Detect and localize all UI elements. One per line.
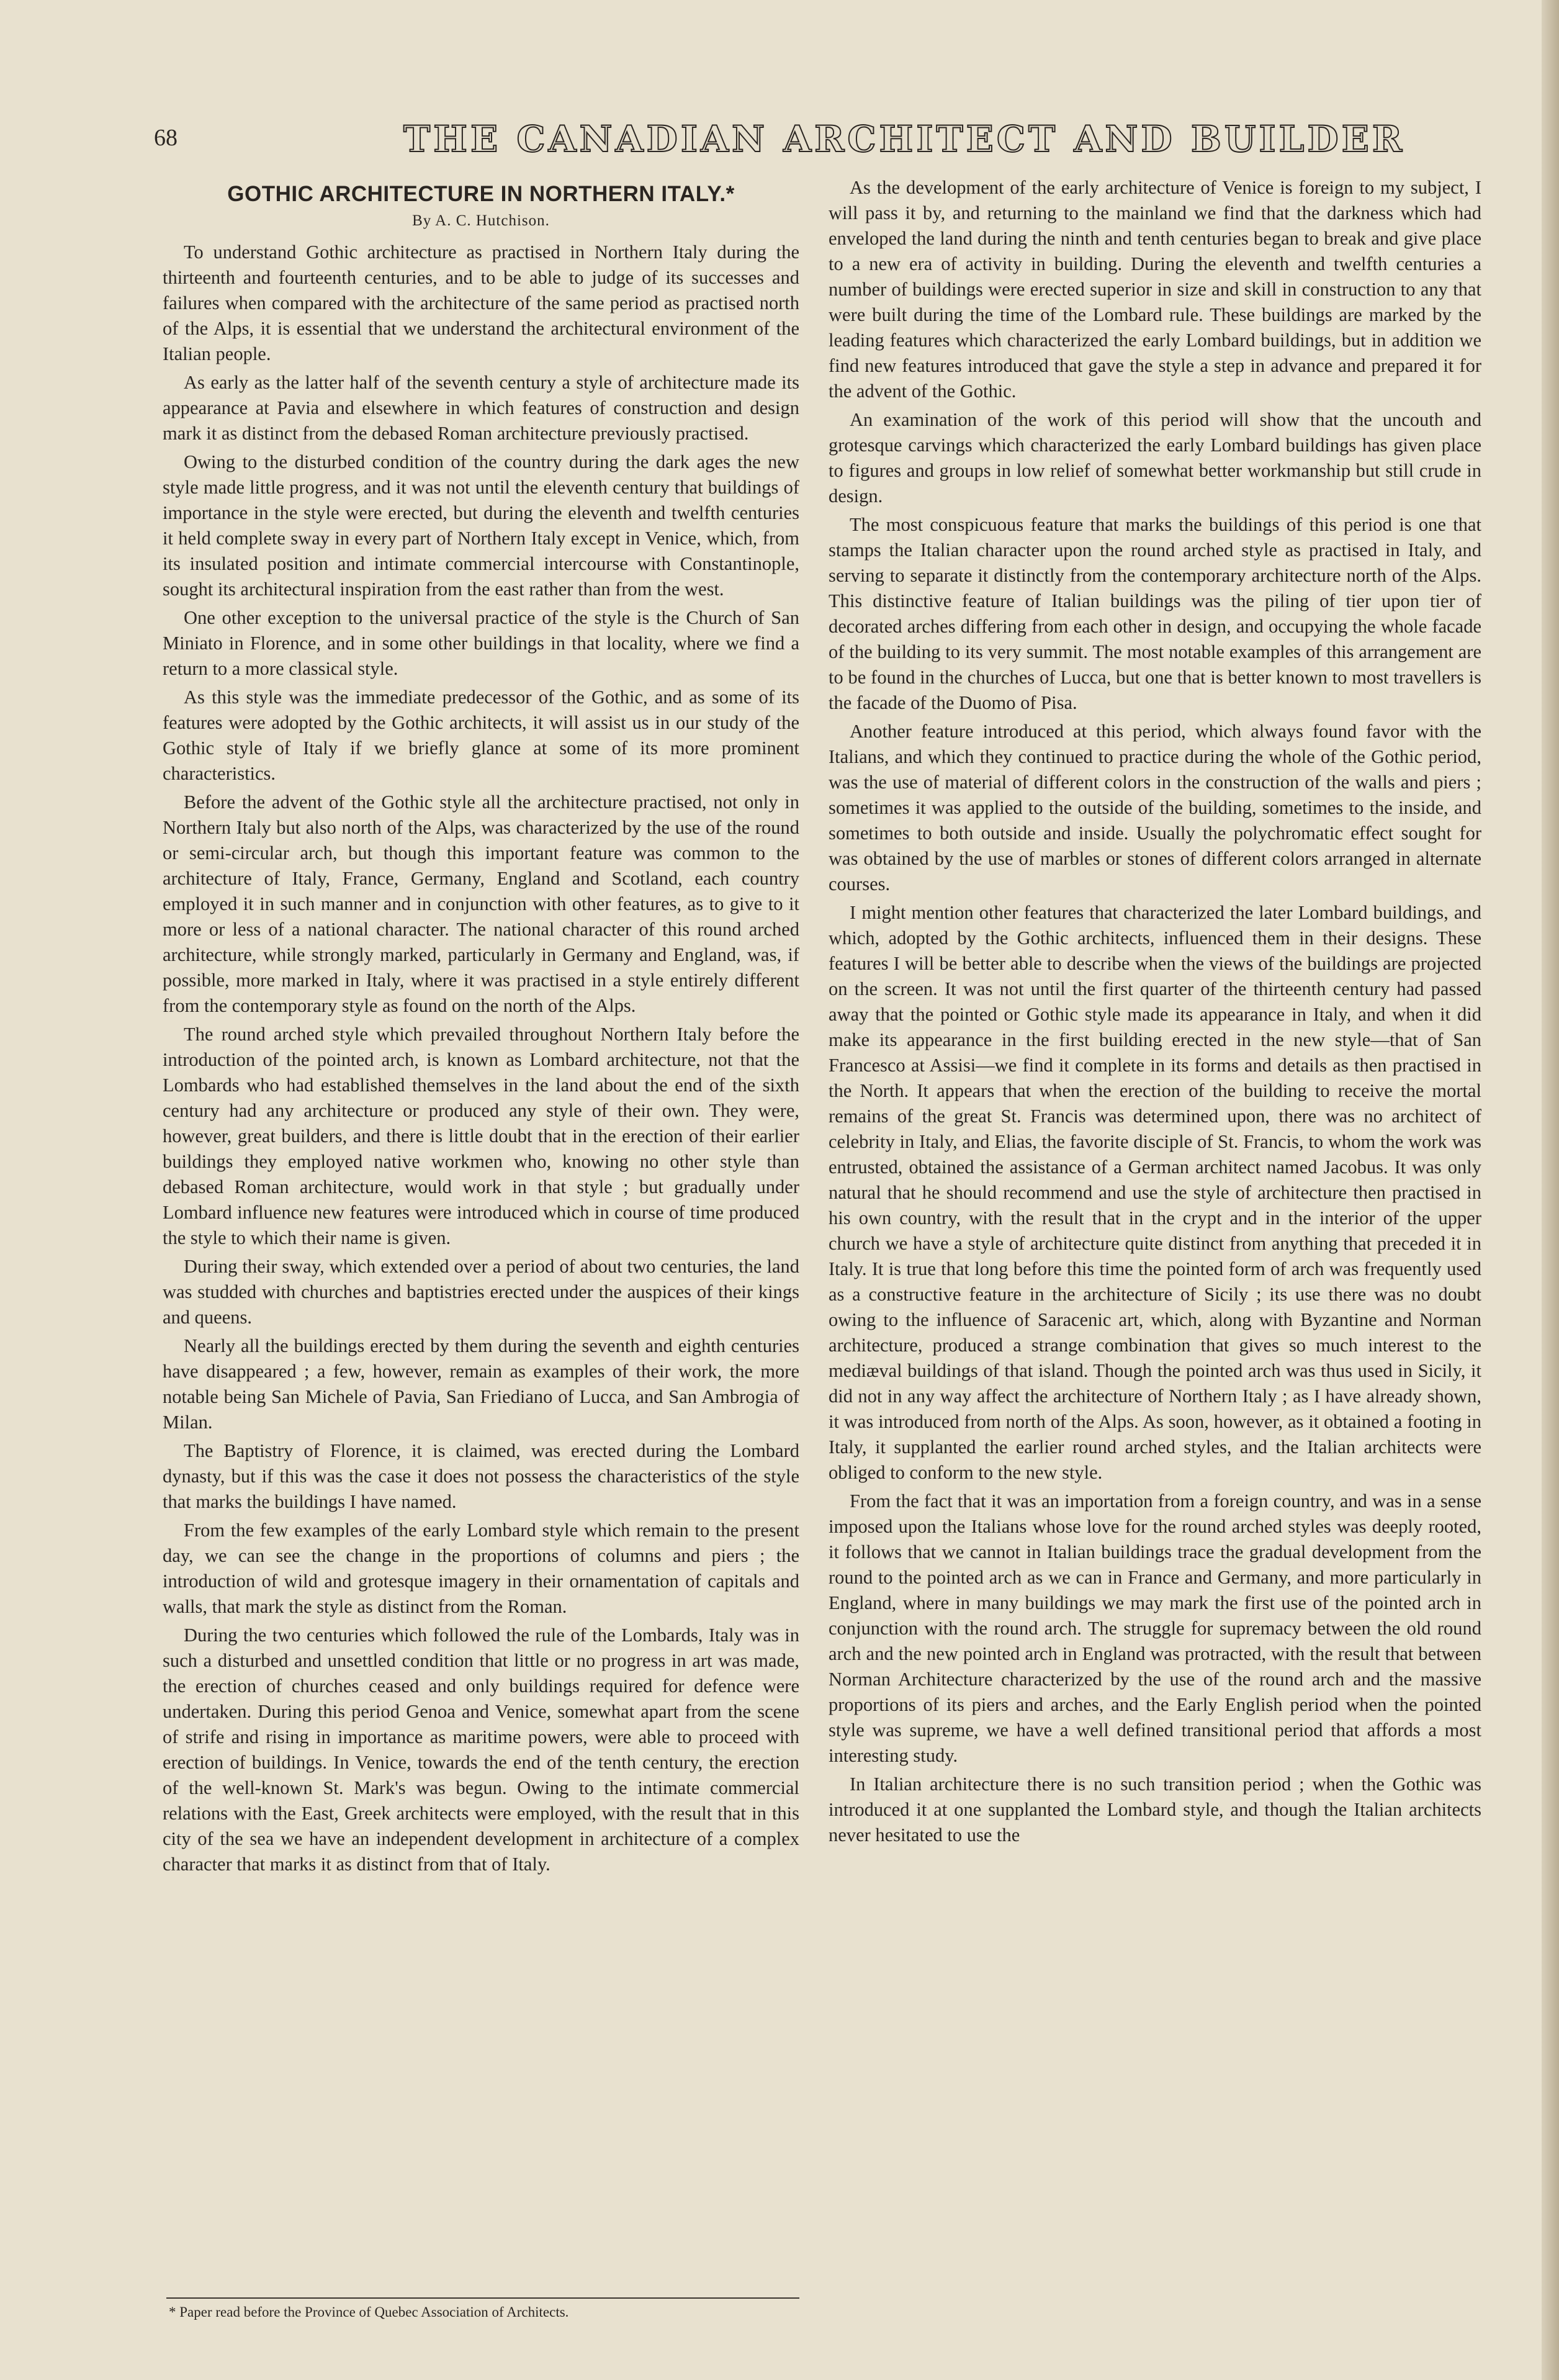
- paragraph: The most conspicuous feature that marks the buildings of this period is one that stamps the Italian character upon the round arched style as practised in Italy, and serving to separate it distinctly from the contemporary architecture north of the Alps. This distinctive feature of Italian buildings was the piling of tier upon tier of decorated arches differing from each other in design, and occupying the whole facade of the building to its very summit. The most notable examples of this arrangement are to be found in the churches of Lucca, but one that is better known to most travellers is the facade of the Duomo of Pisa.: [829, 514, 1481, 713]
- paragraph: From the fact that it was an importation from a foreign country, and was in a sense imposed upon the Italians whose love for the round arched styles was deeply rooted, it follows that we cannot in Italian buildings trace the gradual development from the round to the pointed arch as we can in France and Germany, and more particularly in England, where in many buildings we may mark the first use of the pointed arch in conjunction with the round arch. The struggle for supremacy between the old round arch and the new pointed arch in England was protracted, with the result that between Norman Architecture characterized by the use of the round arch and the massive proportions of its piers and arches, and the Early English period when the pointed style was supreme, we have a well defined transitional period that affords a most interesting study.: [829, 1490, 1481, 1766]
- paragraph: During their sway, which extended over a period of about two centuries, the land was studded with churches and baptistries erected under the auspices of their kings and queens.: [163, 1256, 799, 1328]
- paragraph: In Italian architecture there is no such transition period ; when the Gothic was introduced it at one supplanted the Lombard style, and though the Italian architects never hesitated to use the: [829, 1774, 1481, 1846]
- paragraph: As early as the latter half of the seventh century a style of architecture made its appearance at Pavia and elsewhere in which features of construction and design mark it as distinct from the debased Roman architecture previously practised.: [163, 372, 799, 444]
- article-title: GOTHIC ARCHITECTURE IN NORTHERN ITALY.*: [227, 182, 735, 206]
- paragraph: During the two centuries which followed the rule of the Lombards, Italy was in such a disturbed and unsettled condition that little or no progress in art was made, the erection of churches ceased and only buildings required for defence were undertaken. During this period Genoa and Venice, somewhat apart from the scene of strife and rising in importance as maritime powers, were able to proceed with erection of buildings. In Venice, towards the end of the tenth century, the erection of the well-known St. Mark's was begun. Owing to the intimate commercial relations with the East, Greek architects were employed, with the result that in this city of the sea we have an independent development in architecture of a complex character that marks it as distinct from that of Italy.: [163, 1625, 799, 1875]
- footnote: * Paper read before the Province of Quebec Association of Architects.: [169, 2304, 569, 2320]
- page-number: 68: [154, 125, 177, 151]
- paragraph: Owing to the disturbed condition of the country during the dark ages the new style made little progress, and it was not until the eleventh century that buildings of importance in the style were erected, but during the eleventh and twelfth centuries it held complete sway in every part of Northern Italy except in Venice, which, from its insulated position and intimate commercial intercourse with Constantinople, sought its architectural inspiration from the east rather than from the west.: [163, 451, 799, 600]
- paragraph: To understand Gothic architecture as practised in Northern Italy during the thirteenth and fourteenth centuries, and to be able to judge of its successes and failures when compared with the architecture of the same period as practised north of the Alps, it is essential that we understand the architectural environment of the Italian people.: [163, 241, 799, 364]
- paragraph: As the development of the early architecture of Venice is foreign to my subject, I will pass it by, and returning to the mainland we find that the darkness which had enveloped the land during the ninth and tenth centuries began to break and give place to a new era of activity in building. During the eleventh and twelfth centuries a number of buildings were erected superior in size and skill in construction to any that were built during the time of the Lombard rule. These buildings are marked by the leading features which characterized the early Lombard buildings, but in addition we find new features introduced that gave the style a step in advance and prepared it for the advent of the Gothic.: [829, 177, 1481, 402]
- paragraph: The Baptistry of Florence, it is claimed, was erected during the Lombard dynasty, but if this was the case it does not possess the characteristics of the style that marks the buildings I have named.: [163, 1440, 799, 1512]
- footnote-rule: [166, 2297, 799, 2299]
- running-head: THE CANADIAN ARCHITECT AND BUILDER: [403, 118, 1406, 160]
- paragraph: Another feature introduced at this period, which always found favor with the Italians, and which they continued to practice during the whole of the Gothic period, was the use of material of different colors in the construction of the walls and piers ; sometimes it was applied to the outside of the building, sometimes to the inside, and sometimes to both outside and inside. Usually the polychromatic effect sought for was obtained by the use of marbles or stones of different colors arranged in alternate courses.: [829, 721, 1481, 895]
- paragraph: I might mention other features that characterized the later Lombard buildings, and which, adopted by the Gothic architects, influenced them in their designs. These features I will be better able to describe when the views of the buildings are projected on the screen. It was not until the first quarter of the thirteenth century had passed away that the pointed or Gothic style made its appearance in Italy, and when it did make its appearance in the first building erected in the new style—that of San Francesco at Assisi—we find it complete in its forms and details as then practised in the North. It appears that when the erection of the building to receive the mortal remains of the great St. Francis was determined upon, there was no architect of celebrity in Italy, and Elias, the favorite disciple of St. Francis, to whom the work was entrusted, obtained the assistance of a German architect named Jacobus. It was only natural that he should recommend and use the style of architecture then practised in his own country, with the result that in the crypt and in the interior of the upper church we have a style of architecture quite distinct from anything that preceded it in Italy. It is true that long before this time the pointed form of arch was frequently used as a constructive feature in the architecture of Sicily ; its use there was no doubt owing to the influence of Saracenic art, which, along with Byzantine and Norman architecture, produced a strange combination that gives so much interest to the mediæval buildings of that island. Though the pointed arch was thus used in Sicily, it did not in any way affect the architecture of Northern Italy ; as I have already shown, it was introduced from north of the Alps. As soon, however, as it obtained a footing in Italy, it supplanted the earlier round arched styles, and the Italian architects were obliged to conform to the new style.: [829, 902, 1481, 1483]
- paragraph: An examination of the work of this period will show that the uncouth and grotesque carvings which characterized the early Lombard buildings has given place to figures and groups in low relief of somewhat better workmanship but still crude in design.: [829, 409, 1481, 507]
- paragraph: One other exception to the universal practice of the style is the Church of San Miniato in Florence, and in some other buildings in that locality, where we find a return to a more classical style.: [163, 607, 799, 679]
- right-column: [829, 175, 1481, 1851]
- paragraph: The round arched style which prevailed throughout Northern Italy before the introduction of the pointed arch, is known as Lombard architecture, not that the Lombards who had established themselves in the land about the end of the sixth century had any architecture or produced any style of their own. They were, however, great builders, and there is little doubt that in the erection of their earlier buildings they employed native workmen who, knowing no other style than debased Roman architecture, would work in that style ; but gradually under Lombard influence new features were introduced which in course of time produced the style to which their name is given.: [163, 1024, 799, 1248]
- paragraph: From the few examples of the early Lombard style which remain to the present day, we can see the change in the proportions of columns and piers ; the introduction of wild and grotesque imagery in their ornamentation of capitals and walls, that mark the style as distinct from the Roman.: [163, 1520, 799, 1617]
- left-column: [163, 181, 799, 1880]
- page-edge-shadow: [1542, 0, 1559, 2380]
- byline: By A. C. Hutchison.: [412, 212, 550, 229]
- paragraph: As this style was the immediate predecessor of the Gothic, and as some of its features were adopted by the Gothic architects, it will assist us in our study of the Gothic style of Italy if we briefly glance at some of its more prominent characteristics.: [163, 687, 799, 784]
- paragraph: Before the advent of the Gothic style all the architecture practised, not only in Northern Italy but also north of the Alps, was characterized by the use of the round or semi-circular arch, but though this important feature was common to the architecture of Italy, France, Germany, England and Scotland, each country employed it in such manner and in conjunction with other features, as to give to it more or less of a national character. The national character of this round arched architecture, while strongly marked, particularly in Germany and England, was, if possible, more marked in Italy, where it was practised in a style entirely different from the contemporary style as found on the north of the Alps.: [163, 791, 799, 1016]
- paragraph: Nearly all the buildings erected by them during the seventh and eighth centuries have disappeared ; a few, however, remain as examples of their work, the more notable being San Michele of Pavia, San Friediano of Lucca, and San Ambrogia of Milan.: [163, 1335, 799, 1433]
